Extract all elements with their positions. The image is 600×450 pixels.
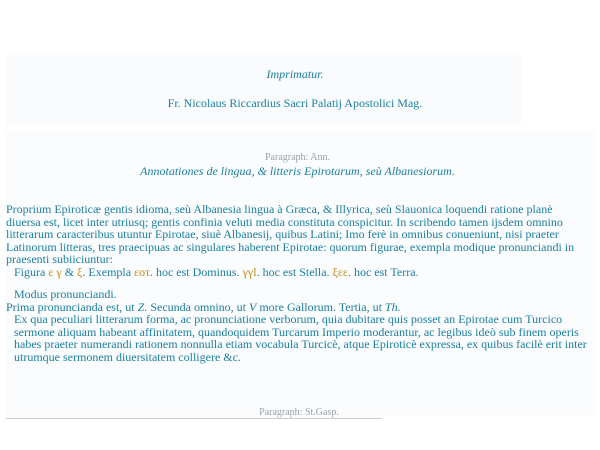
letter-v: V (248, 299, 257, 314)
exempla-label: . Exempla (82, 264, 132, 279)
greek-letter-1: ε (48, 264, 54, 279)
figura-label: Figura (14, 264, 46, 279)
secunda-text: Secunda omnino, ut (150, 299, 246, 314)
example-gloss-1: . hoc est Dominus. (149, 264, 240, 279)
example-word-1: εοτ (134, 264, 150, 279)
imprimatur-line: Fr. Nicolaus Riccardius Sacri Palatij Apostolici Mag. (167, 96, 423, 110)
paragraph-intro: Proprium Epiroticæ gentis idioma, seù Albanesia lingua à Græca, & Illyrica, seù Slauonica loquendi ratione planè diuersa est, licet inter utriusq; gentis confinia veluti media constituta conspicitur. In scribendo tamen ijsdem omnino litterarum caracteribus utuntur Epirotae, siuè Albanesij, quibus Latini; Imo ferè in omnibus conueniunt, nisi praeter Latinorum litteras, tres praecipuas ac singulares haberent Epirotae: quorum figurae, exempla modique pronunciandi in praesenti subiiciuntur: (6, 202, 575, 266)
footer-divider (6, 418, 382, 419)
ampersand: & (64, 264, 75, 279)
prima-text: Prima pronuncianda est, ut (6, 299, 135, 314)
example-word-2: γγl (242, 264, 257, 279)
example-word-3: ξεε (332, 264, 348, 279)
modus-heading: Modus pronunciandi. (14, 287, 117, 301)
paragraph-marker-ann: Paragraph: Ann. (265, 152, 330, 163)
imprimatur-background (6, 55, 521, 125)
letter-th: Th. (384, 299, 401, 314)
example-gloss-3: . hoc est Terra. (347, 264, 419, 279)
paragraph-ex-qua: Ex qua peculiari litterarum forma, ac pronunciatione verborum, quia dubitare quis posset an Epirotae cum Turcico sermone aliquam habeant affinitatem, quandoquidem Turcarum Imperio moderantur, ac legibus ideò sub finem operis habes praeter numerandi rationem nonnulla etiam vocabula Turcicè, atque Epiroticè expressa, ex quibus facilè erit inter utrumque sermonem diuersitatem colligere &c. (14, 312, 587, 364)
imprimatur-title: Imprimatur. (266, 67, 324, 81)
greek-letter-3: ξ (77, 264, 83, 279)
section-title: Annotationes de lingua, & litteris Epirotarum, seù Albanesiorum. (140, 164, 455, 178)
tertia-text: more Gallorum. Tertia, ut (259, 299, 382, 314)
figura-line (6, 266, 588, 279)
example-gloss-2: . hoc est Stella. (256, 264, 330, 279)
greek-letter-2: γ (56, 264, 62, 279)
letter-z: Z. (137, 299, 148, 314)
body-text (6, 203, 588, 363)
paragraph-marker-gasp: Paragraph: St.Gasp. (259, 407, 339, 418)
